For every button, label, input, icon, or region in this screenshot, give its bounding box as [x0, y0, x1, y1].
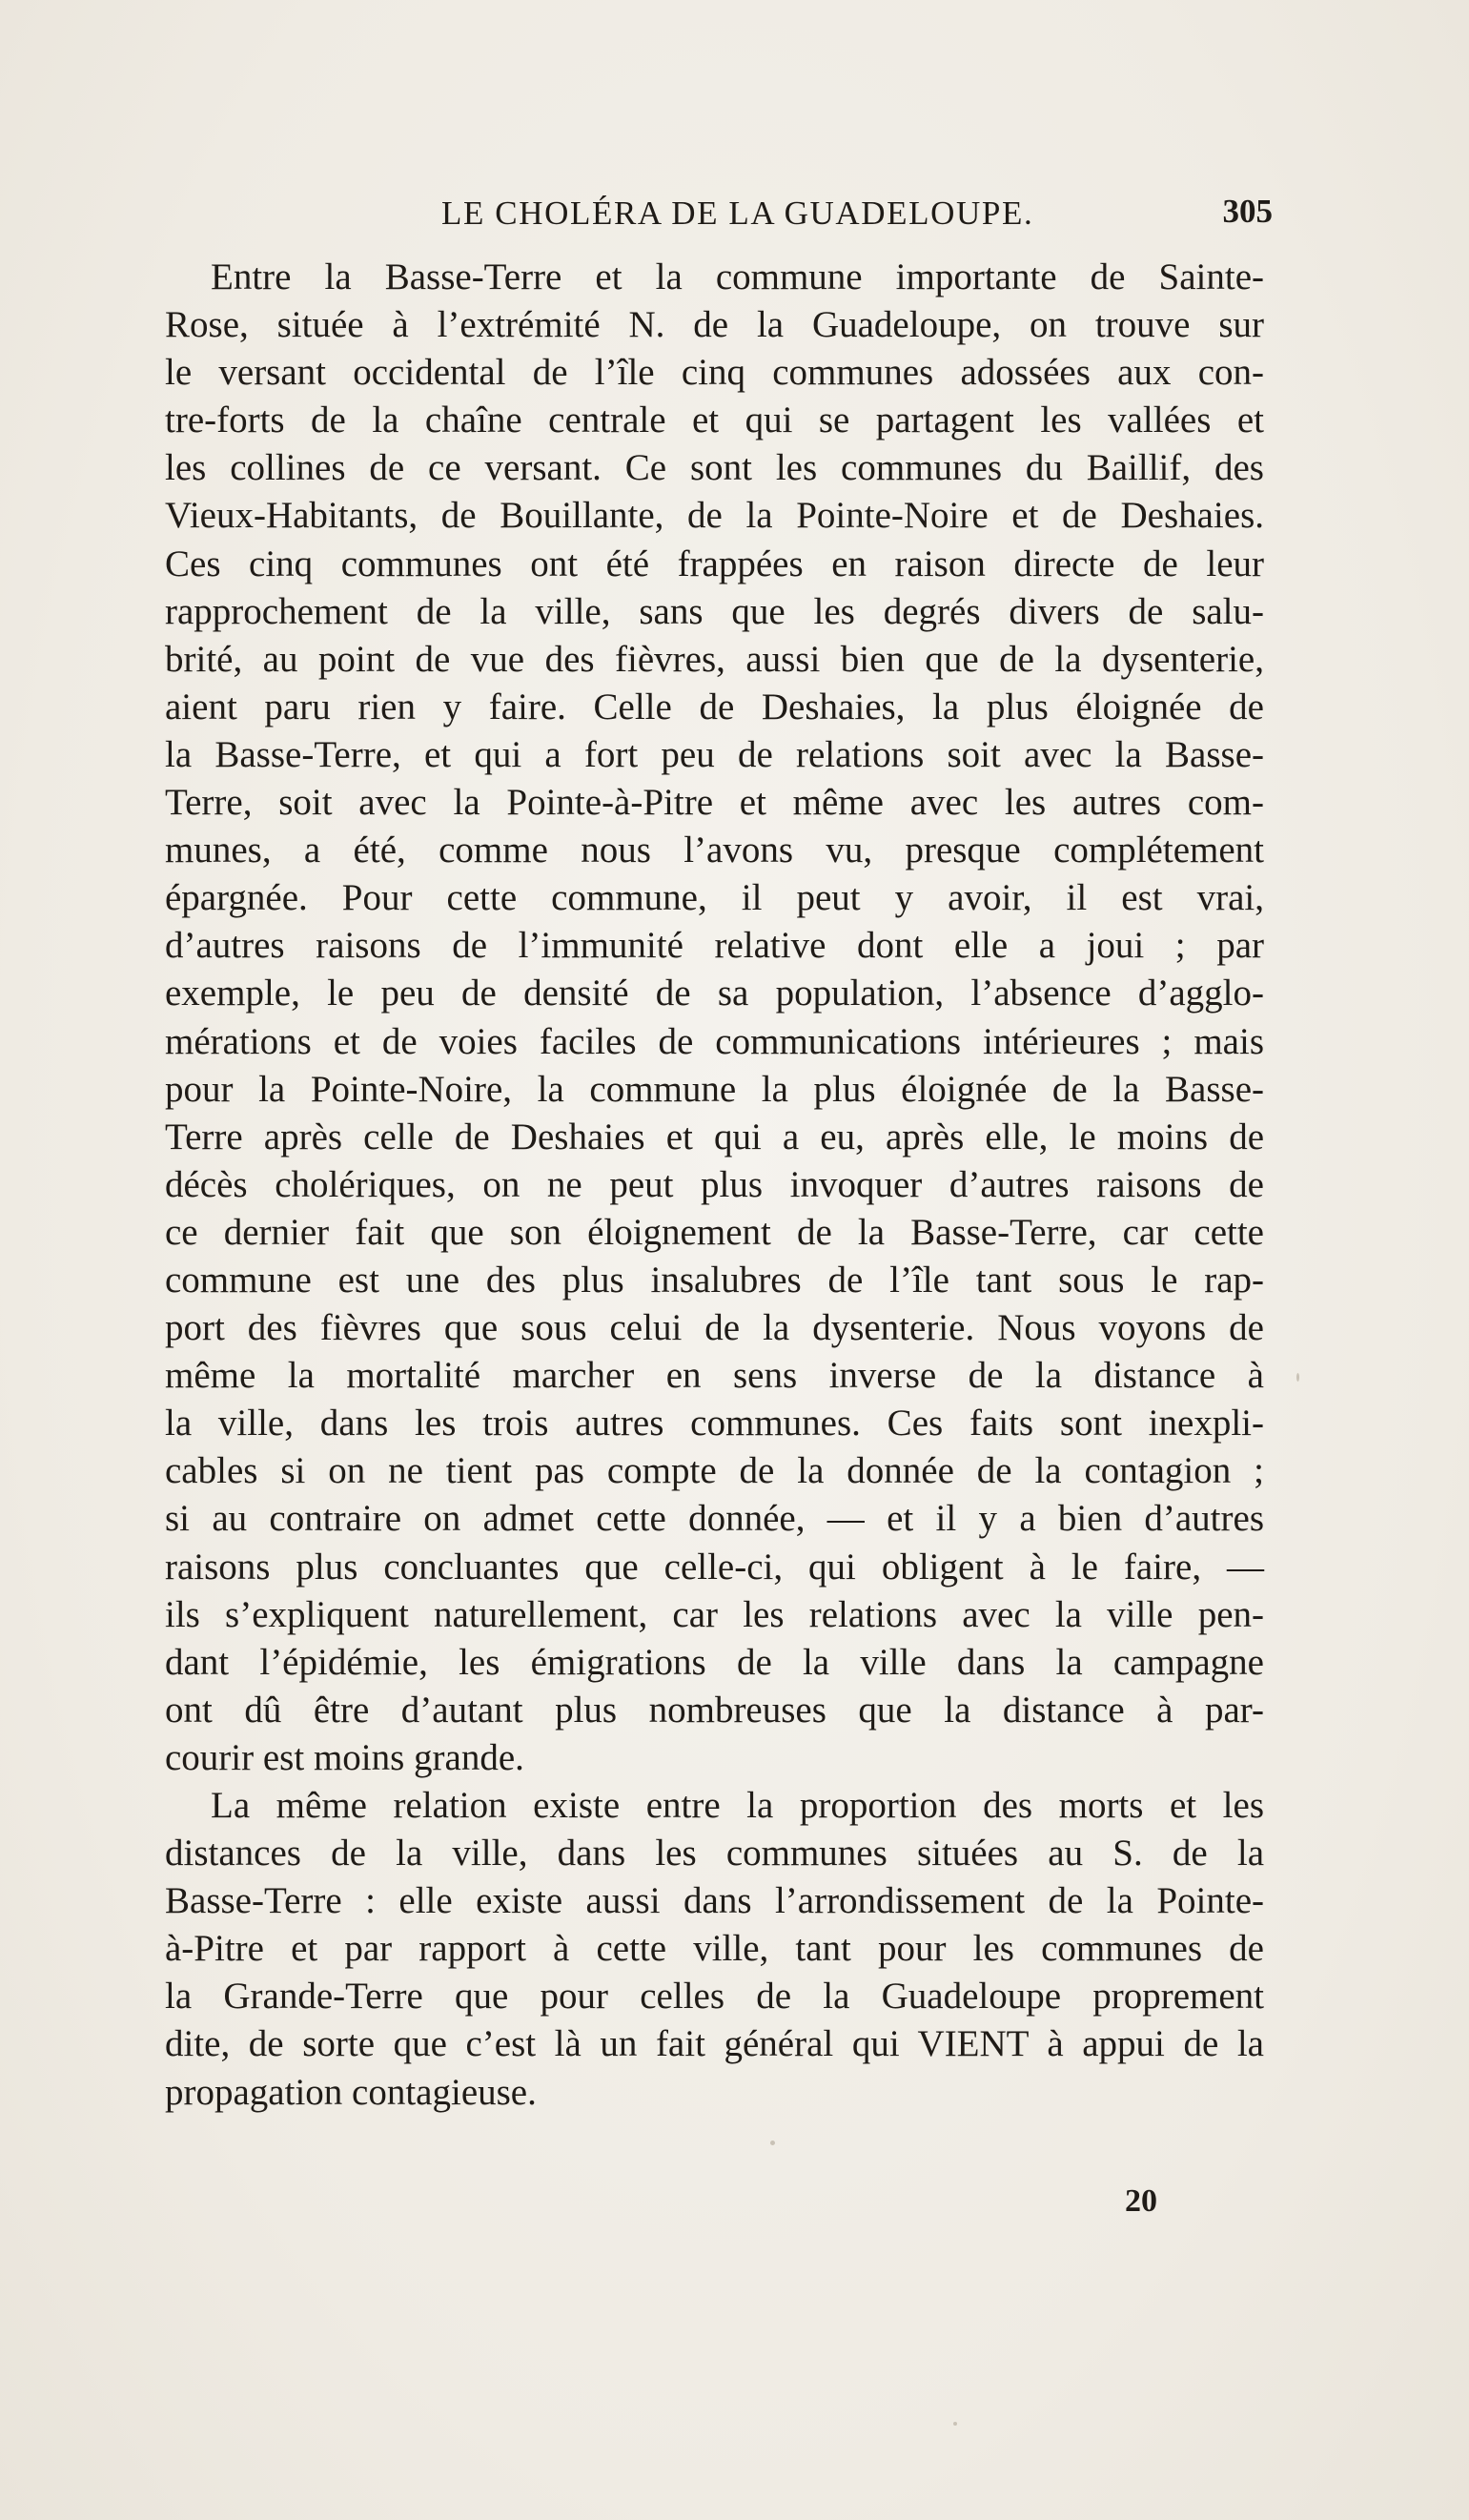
text-line: ils s’expliquent naturellement, car les relations avec la ville pen- — [165, 1593, 1264, 1635]
text-line: Basse-Terre : elle existe aussi dans l’arrondissement de la Pointe- — [165, 1880, 1264, 1922]
text-line: propagation contagieuse. — [165, 2071, 537, 2113]
text-line: courir est moins grande. — [165, 1736, 524, 1778]
text-line: Vieux-Habitants, de Bouillante, de la Pointe-Noire et de Deshaies. — [165, 495, 1264, 537]
text-line: exemple, le peu de densité de sa population, l’absence d’agglo- — [165, 973, 1264, 1014]
running-title: LE CHOLÉRA DE LA GUADELOUPE. — [441, 195, 1034, 232]
text-line: décès cholériques, on ne peut plus invoquer d’autres raisons de — [165, 1163, 1264, 1205]
paper-speck — [1296, 1373, 1299, 1382]
text-line: rapprochement de la ville, sans que les degrés divers de salu- — [165, 590, 1264, 632]
text-line: mérations et de voies faciles de communications intérieures ; mais — [165, 1020, 1264, 1062]
text-line: le versant occidental de l’île cinq communes adossées aux con- — [165, 352, 1264, 394]
text-line: d’autres raisons de l’immunité relative dont elle a joui ; par — [165, 925, 1264, 967]
paragraph-1 — [165, 254, 1264, 1782]
text-line: pour la Pointe-Noire, la commune la plus éloignée de la Basse- — [165, 1068, 1264, 1110]
text-line: les collines de ce versant. Ce sont les communes du Baillif, des — [165, 447, 1264, 489]
text-line: aient paru rien y faire. Celle de Deshaies, la plus éloignée de — [165, 686, 1264, 727]
text-line: la Grande-Terre que pour celles de la Guadeloupe proprement — [165, 1976, 1264, 2018]
text-line: Terre après celle de Deshaies et qui a eu, après elle, le moins de — [165, 1116, 1264, 1158]
text-line: même la mortalité marcher en sens inverse de la distance à — [165, 1355, 1264, 1397]
text-line: La même relation existe entre la proportion des morts et les — [211, 1785, 1264, 1826]
running-head — [165, 189, 1273, 236]
paper-speck — [953, 2422, 957, 2426]
text-line: épargnée. Pour cette commune, il peut y avoir, il est vrai, — [165, 877, 1264, 919]
text-line: distances de la ville, dans les communes situées au S. de la — [165, 1833, 1264, 1875]
text-line: dant l’épidémie, les émigrations de la ville dans la campagne — [165, 1641, 1264, 1683]
text-line: à-Pitre et par rapport à cette ville, tant pour les communes de — [165, 1928, 1264, 1970]
text-line: Rose, située à l’extrémité N. de la Guadeloupe, on trouve sur — [165, 304, 1264, 346]
text-line: brité, au point de vue des fièvres, aussi bien que de la dysenterie, — [165, 638, 1264, 680]
text-line: la Basse-Terre, et qui a fort peu de relations soit avec la Basse- — [165, 733, 1264, 775]
text-line: tre-forts de la chaîne centrale et qui se partagent les vallées et — [165, 400, 1264, 441]
paper-speck — [770, 2141, 775, 2145]
text-line: port des fièvres que sous celui de la dysenterie. Nous voyons de — [165, 1307, 1264, 1349]
text-line: Terre, soit avec la Pointe-à-Pitre et même avec les autres com- — [165, 782, 1264, 824]
text-line: Ces cinq communes ont été frappées en raison directe de leur — [165, 543, 1264, 584]
text-line: munes, a été, comme nous l’avons vu, presque complétement — [165, 830, 1264, 871]
paragraph-2 — [165, 1782, 1264, 2117]
text-line: ce dernier fait que son éloignement de la Basse-Terre, car cette — [165, 1211, 1264, 1253]
text-line: ont dû être d’autant plus nombreuses que la distance à par- — [165, 1689, 1264, 1731]
signature-mark: 20 — [1125, 2183, 1157, 2219]
text-line: si au contraire on admet cette donnée, — et il y a bien d’autres — [165, 1498, 1264, 1540]
text-line: la ville, dans les trois autres communes. Ces faits sont inexpli- — [165, 1403, 1264, 1444]
text-line: commune est une des plus insalubres de l’île tant sous le rap- — [165, 1259, 1264, 1301]
text-line: dite, de sorte que c’est là un fait général qui VIENT à appui de la — [165, 2023, 1264, 2065]
body-text — [165, 254, 1264, 2117]
text-line: cables si on ne tient pas compte de la donnée de la contagion ; — [165, 1450, 1264, 1492]
text-line: Entre la Basse-Terre et la commune importante de Sainte- — [211, 256, 1264, 297]
page-number: 305 — [1222, 193, 1273, 230]
text-line: raisons plus concluantes que celle-ci, qui obligent à le faire, — — [165, 1546, 1264, 1588]
